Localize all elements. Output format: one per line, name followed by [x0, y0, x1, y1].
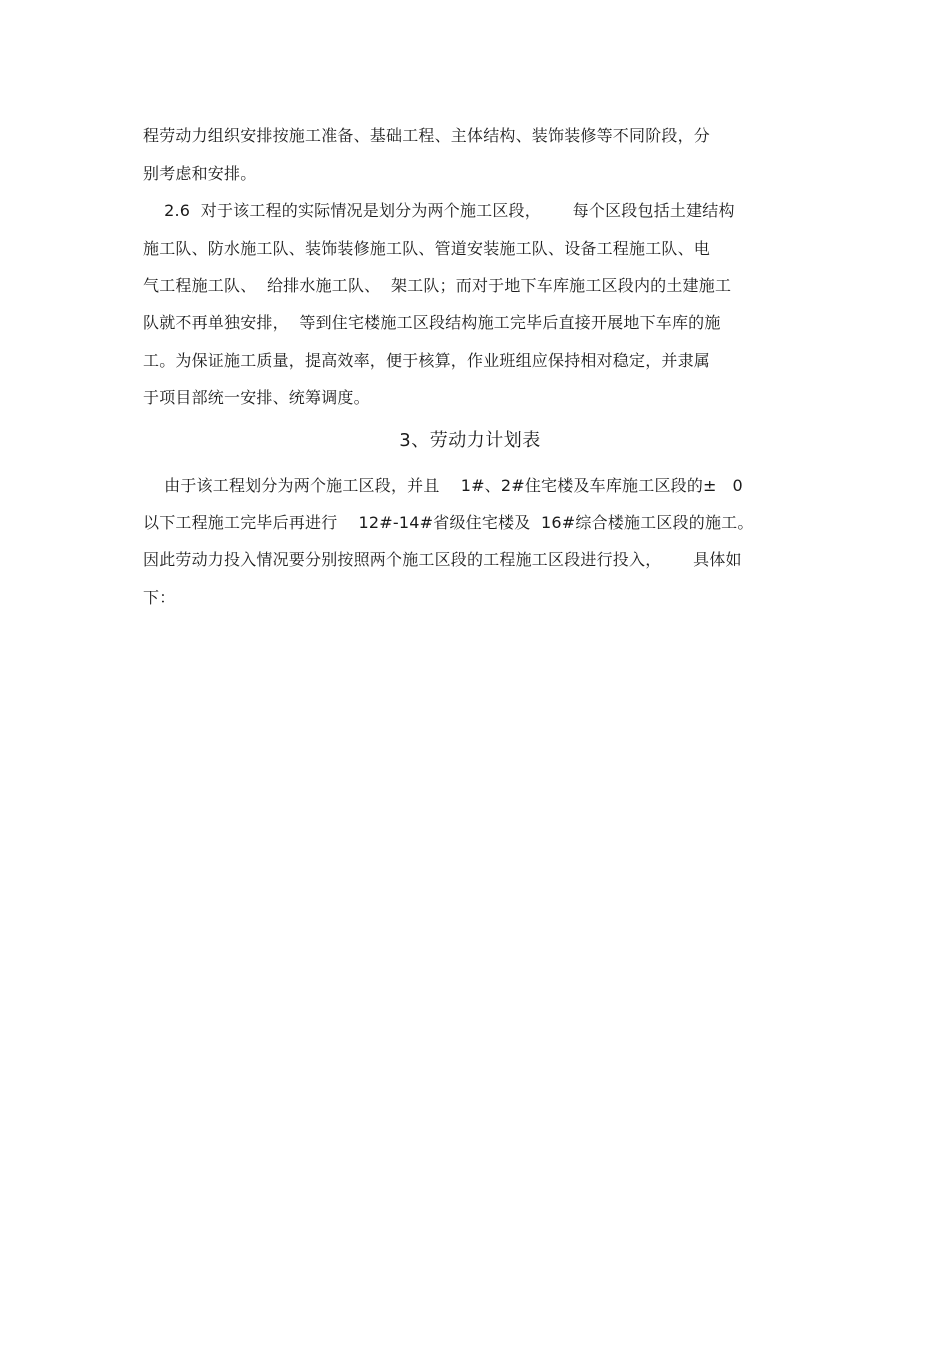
paragraph3-line-2: 以下工程施工完毕后再进行 12#-14#省级住宅楼及 16#综合楼施工区段的施工。: [143, 513, 754, 532]
paragraph3-line-3: 因此劳动力投入情况要分别按照两个施工区段的工程施工区段进行投入， 具体如: [143, 550, 742, 569]
paragraph3-line-1: 由于该工程划分为两个施工区段，并且 1#、2#住宅楼及车库施工区段的± 0: [143, 476, 743, 495]
paragraph2-line-3: 气工程施工队、 给排水施工队、 架工队；而对于地下车库施工区段内的土建施工: [143, 276, 732, 295]
paragraph2-line-5: 工。为保证施工质量，提高效率，便于核算，作业班组应保持相对稳定，并隶属: [143, 351, 711, 370]
paragraph2-line-4: 队就不再单独安排， 等到住宅楼施工区段结构施工完毕后直接开展地下车库的施: [143, 313, 721, 332]
paragraph2-line-6: 于项目部统一安排、统筹调度。: [143, 388, 370, 407]
paragraph1-line-1: 程劳动力组织安排按施工准备、基础工程、主体结构、装饰装修等不同阶段，分: [143, 126, 711, 145]
paragraph1-line-2: 别考虑和安排。: [143, 164, 257, 183]
paragraph2-line-1: 2.6 对于该工程的实际情况是划分为两个施工区段， 每个区段包括土建结构: [143, 201, 735, 220]
paragraph2-line-2: 施工队、防水施工队、装饰装修施工队、管道安装施工队、设备工程施工队、电: [143, 239, 711, 258]
section-heading: 3、劳动力计划表: [399, 430, 541, 451]
paragraph3-line-4: 下：: [143, 588, 176, 607]
